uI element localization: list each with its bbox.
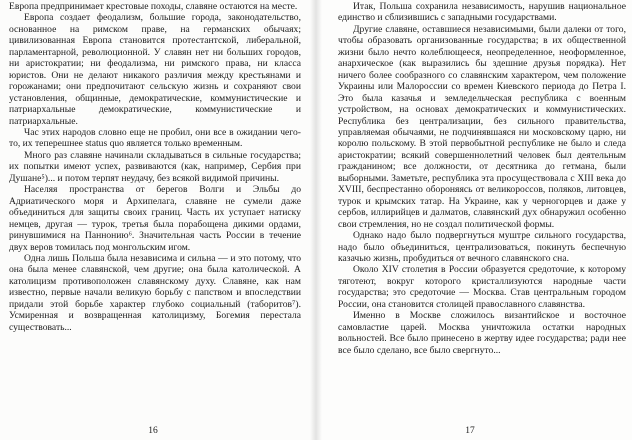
paragraph: Населяя пространства от берегов Волги и Эльбы до Адриатического моря и Архипелага, славяне не сумели даже объединиться для защиты своих границ. Часть их уступает натиску немцев, другая — турок, третья была порабощена дикими ордами, ринувшимися на Паннонию⁶. Значительная часть России в течение двух веров томилась под монгольским игом. bbox=[9, 184, 301, 253]
book-gutter bbox=[310, 0, 322, 440]
paragraph: Европа создает феодализм, большие города, законодательство, основанное на римском праве, на германских обычаях; цивилизованная Европа становится протестантской, либеральной, парламентарной, революционной. У славян нет ни больших городов, ни аристократии; ни феодализма, ни римского права, ни класса юристов. Они не делают никакого различия между крестьянами и горожанами; они предпочитают сельскую жизнь и сохраняют свои установления, общинные, демократические, коммунистические и патриархальные демократические, коммунистические и патриархальные. bbox=[9, 12, 301, 127]
paragraph: Около XIV столетия в России образуется средоточие, к которому тяготеют, вокруг которого кристаллизуются народные части государства; это средоточие — Москва. Став центральным городом России, она становится столицей православного славянства. bbox=[338, 264, 626, 310]
right-page-text bbox=[338, 1, 626, 356]
page-number: 16 bbox=[148, 426, 158, 436]
paragraph: Другие славяне, оставшиеся независимыми, были далеки от того, чтобы образовать организованные государства; в их общественной жизни было нечто колеблющееся, неопределенное, неоформленное, анархическое (как выразились бы здешние друзья порядка). Нет ничего более сообразного со славянским характером, чем положение Украины или Малороссии со времен Киевского периода до Петра I. Это была казачья и земледельческая республика с военным устройством, на основах демократических и коммунистических. Республика без централизации, без сильного правительства, управляемая обычаями, не подчинявшаяся ни московскому царю, ни королю польскому. В этой первобытной республике не было и следа аристократии; всякий совершеннолетний человек был деятельным гражданином; все должности, от десятника до гетмана, были выборными. Заметьте, республика эта просуществовала с XIII века до XVIII, беспрестанно обороняясь от великороссов, поляков, литовцев, турок и крымских татар. На Украине, как у черногорцев и даже у сербов, иллирийцев и далматов, славянский дух обнаружил особенно свои стремления, но не создал политической формы. bbox=[338, 23, 626, 230]
paragraph: Много раз славяне начинали складываться в сильные государства; их попытки имеют успех, развиваются (как, например, Сербия при Душане⁵)... и потом терпят неудачу, без всякой видимой причины. bbox=[9, 149, 301, 184]
paragraph: Европа предпринимает крестовые походы, славяне остаются на месте. bbox=[9, 1, 298, 12]
paragraph: Именно в Москве сложилось византийское и восточное самовластие царей. Москва уничтожила остатки народных вольностей. Все было принесено в жертву идее государства; ради нее все было сделано, все было свергнуто... bbox=[338, 310, 626, 356]
paragraph: Час этих народов словно еще не пробил, они все в ожидании чего-то, их теперешнее status quo является только временным. bbox=[9, 126, 301, 150]
paragraph: Итак, Польша сохранила независимость, нарушив национальное единство и сблизившись с западными государствами. bbox=[338, 1, 626, 24]
page-number: 17 bbox=[465, 426, 475, 436]
right-page bbox=[316, 0, 632, 440]
paragraph: Одна лишь Польша была независима и сильна — и это потому, что она была менее славянской, чем другие; она была католической. А католицизм противоположен славянскому духу. Славяне, как нам известно, первые начали великую борьбу с папством и впоследствии придали этой борьбе характер глубоко социальный (таборитов⁷). Усмиренная и возвращенная католицизму, Богемия перестала существовать... bbox=[9, 252, 301, 333]
paragraph: Однако надо было подвергнуться муштре сильного государства, надо было объединиться, централизоваться, покинуть беспечную казачью жизнь, пробудиться от вечного славянского сна. bbox=[338, 230, 626, 264]
left-page-text bbox=[9, 1, 301, 333]
